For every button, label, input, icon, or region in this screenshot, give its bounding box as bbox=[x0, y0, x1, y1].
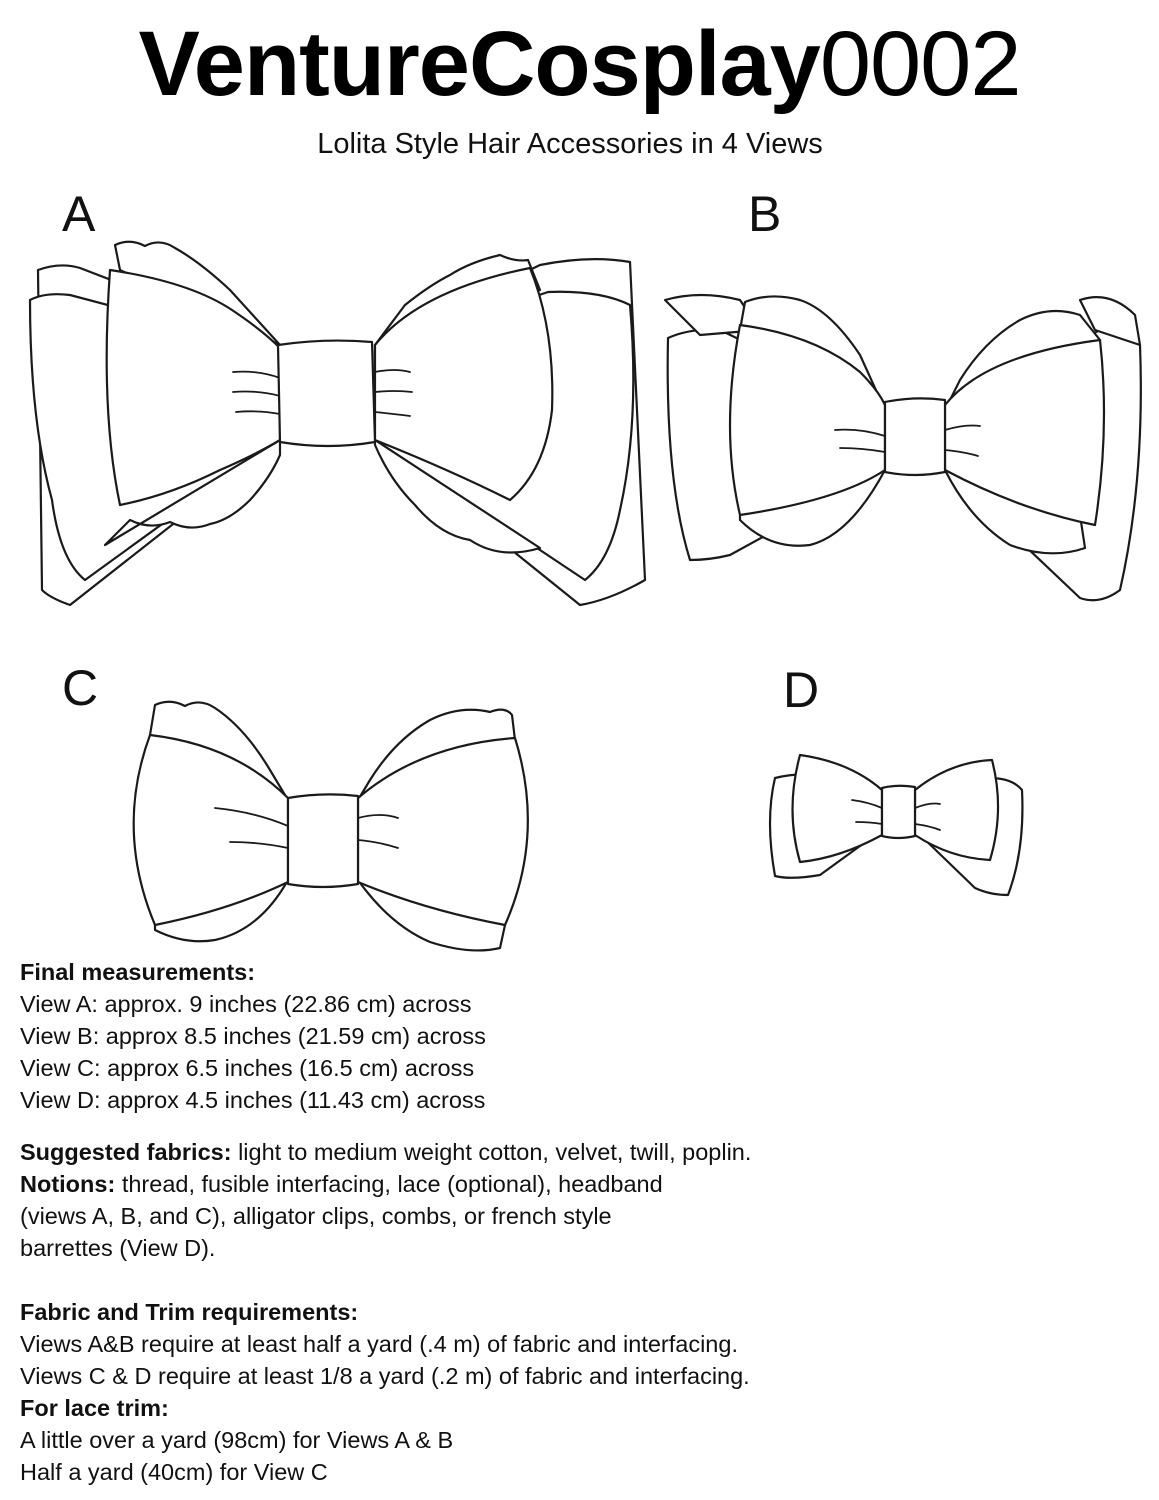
notions-line-1 bbox=[20, 1168, 751, 1200]
measurement-view-c: View C: approx 6.5 inches (16.5 cm) across bbox=[20, 1055, 475, 1081]
lace-trim-heading: For lace trim: bbox=[20, 1395, 169, 1421]
bow-d-front-loop-left bbox=[793, 755, 883, 862]
lace-trim-line-1: A little over a yard (98cm) for Views A & B bbox=[20, 1427, 454, 1453]
fabric-trim-requirements-section bbox=[20, 1296, 750, 1488]
page-subtitle: Lolita Style Hair Accessories in 4 Views bbox=[317, 128, 823, 160]
measurement-view-d: View D: approx 4.5 inches (11.43 cm) across bbox=[20, 1087, 486, 1113]
view-b-label: B bbox=[748, 186, 782, 242]
measurement-view-a: View A: approx. 9 inches (22.86 cm) across bbox=[20, 991, 472, 1017]
notions-label: Notions: bbox=[20, 1171, 116, 1197]
measurements-heading: Final measurements: bbox=[20, 959, 256, 985]
lace-trim-line-2: Half a yard (40cm) for View C bbox=[20, 1459, 328, 1485]
requirements-line-2: Views C & D require at least 1/8 a yard (.2 m) of fabric and interfacing. bbox=[20, 1363, 750, 1389]
notions-text-1: thread, fusible interfacing, lace (optional), headband bbox=[115, 1171, 663, 1197]
view-a-label: A bbox=[62, 186, 96, 242]
suggested-fabrics-line bbox=[20, 1136, 751, 1168]
requirements-heading: Fabric and Trim requirements: bbox=[20, 1299, 359, 1325]
bow-d-front-loop-right bbox=[915, 760, 998, 860]
suggested-fabrics-text: light to medium weight cotton, velvet, twill, poplin. bbox=[231, 1139, 752, 1165]
notions-line-2: (views A, B, and C), alligator clips, combs, or french style bbox=[20, 1203, 612, 1229]
measurement-view-b: View B: approx 8.5 inches (21.59 cm) across bbox=[20, 1023, 486, 1049]
bow-d-knot bbox=[882, 786, 915, 838]
fabrics-notions-section bbox=[20, 1136, 751, 1264]
notions-line-3: barrettes (View D). bbox=[20, 1235, 216, 1261]
view-d-label: D bbox=[783, 662, 820, 718]
title-brand: VentureCosplay bbox=[138, 13, 820, 115]
suggested-fabrics-label: Suggested fabrics: bbox=[20, 1139, 232, 1165]
final-measurements-section bbox=[20, 956, 486, 1116]
requirements-line-1: Views A&B require at least half a yard (.4 m) of fabric and interfacing. bbox=[20, 1331, 738, 1357]
title-number: 0002 bbox=[819, 13, 1021, 115]
view-c-label: C bbox=[62, 660, 99, 716]
